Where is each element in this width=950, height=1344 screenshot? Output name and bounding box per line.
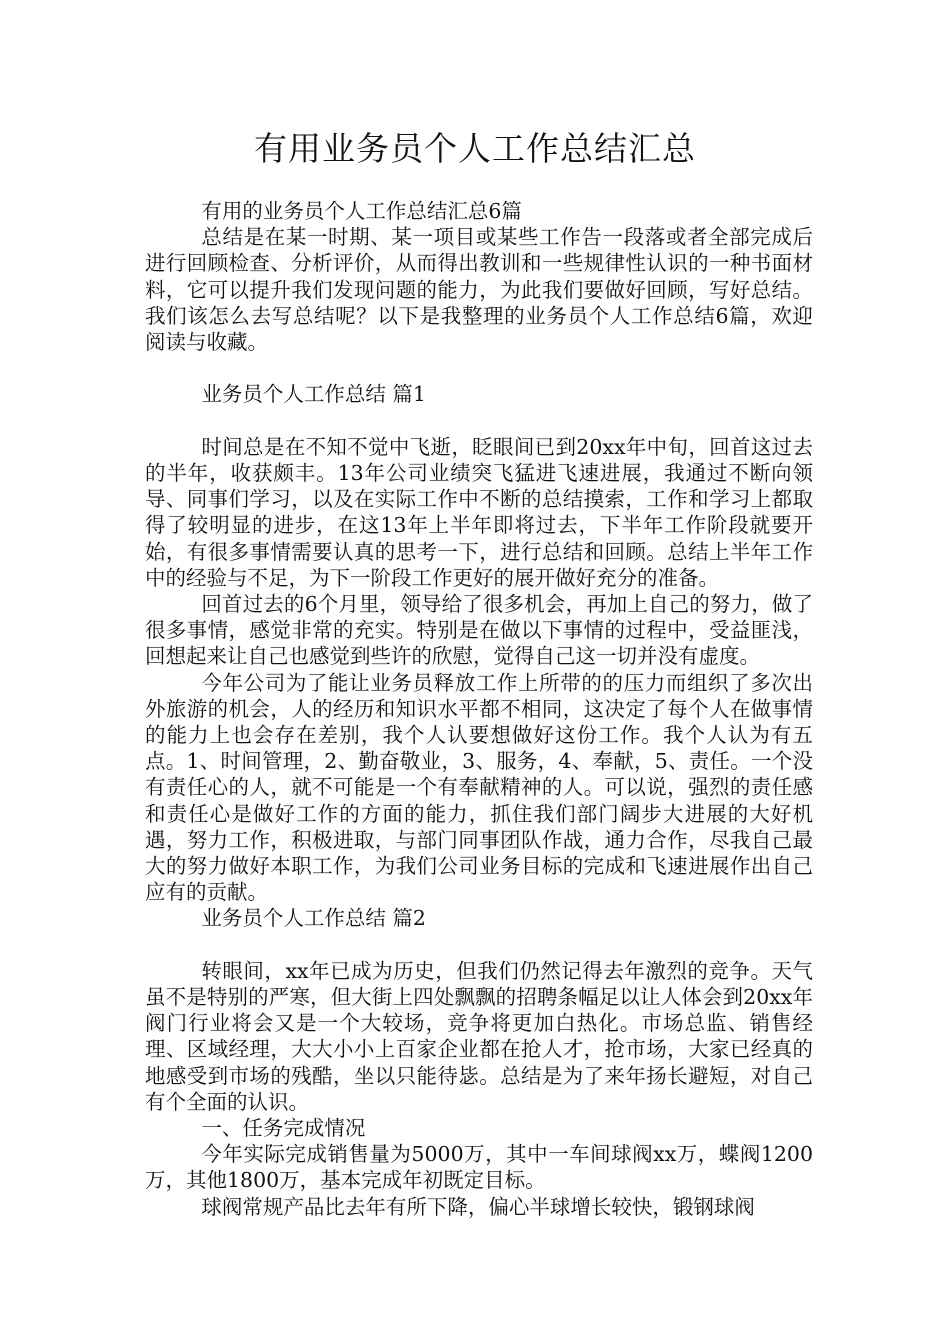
document-subtitle: 有用的业务员个人工作总结汇总6篇 <box>201 199 522 223</box>
spacer <box>145 932 813 958</box>
section1-paragraph: 时间总是在不知不觉中飞逝，眨眼间已到20xx年中旬，回首这过去的半年，收获颇丰。13年公司业绩突飞猛进飞速进展，我通过不断向领导、同事们学习，以及在实际工作中不断的总结摸索，工作和学习上都取得了较明显的进步，在这13年上半年即将过去，下半年工作阶段就要开始，有很多事情需要认真的思考一下，进行总结和回顾。总结上半年工作中的经验与不足，为下一阶段工作更好的展开做好充分的准备。 <box>145 434 813 590</box>
section2-paragraph: 今年实际完成销售量为5000万，其中一车间球阀xx万，蝶阀1200万，其他1800万，基本完成年初既定目标。 <box>145 1142 813 1193</box>
section2-paragraph: 球阀常规产品比去年有所下降，偏心半球增长较快，锻钢球阀 <box>201 1194 755 1219</box>
section1-heading: 业务员个人工作总结 篇1 <box>201 382 426 407</box>
intro-paragraph: 总结是在某一时期、某一项目或某些工作告一段落或者全部完成后进行回顾检查、分析评价，从而得出教训和一些规律性认识的一种书面材料，它可以提升我们发现问题的能力，为此我们要做好回顾，写好总结。我们该怎么去写总结呢？以下是我整理的业务员个人工作总结6篇，欢迎阅读与收藏。 <box>145 225 813 355</box>
section1-paragraph: 今年公司为了能让业务员释放工作上所带的的压力而组织了多次出外旅游的机会，人的经历和知识水平都不相同，这决定了每个人在做事情的能力上也会存在差别，我个人认要想做好这份工作。我个人认为有五点。1、时间管理，2、勤奋敬业，3、服务，4、奉献，5、责任。一个没有责任心的人，就不可能是一个有奉献精神的人。可以说，强烈的责任感和责任心是做好工作的方面的能力，抓住我们部门阔步大进展的大好机遇，努力工作，积极进取，与部门同事团队作战，通力合作，尽我自己最大的努力做好本职工作，为我们公司业务目标的完成和飞速进展作出自己应有的贡献。 <box>145 670 813 905</box>
section1-paragraph: 回首过去的6个月里，领导给了很多机会，再加上自己的努力，做了很多事情，感觉非常的充实。特别是在做以下事情的过程中，受益匪浅，回想起来让自己也感觉到些许的欣慰，觉得自己这一切并没有虚度。 <box>145 592 813 669</box>
section2-heading: 业务员个人工作总结 篇2 <box>201 906 426 931</box>
document-body <box>145 198 813 1220</box>
section2-subheading: 一、任务完成情况 <box>201 1116 366 1141</box>
spacer <box>145 355 813 381</box>
section2-paragraph: 转眼间，xx年已成为历史，但我们仍然记得去年激烈的竞争。天气虽不是特别的严寒，但大街上四处飘飘的招聘条幅足以让人体会到20xx年阀门行业将会又是一个大较场，竞争将更加白热化。市场总监、销售经理、区域经理，大大小小上百家企业都在抢人才，抢市场，大家已经真的地感受到市场的残酷，坐以只能待毖。总结是为了来年扬长避短，对自己有个全面的认识。 <box>145 958 813 1114</box>
spacer <box>145 408 813 434</box>
document-title: 有用业务员个人工作总结汇总 <box>254 129 696 168</box>
